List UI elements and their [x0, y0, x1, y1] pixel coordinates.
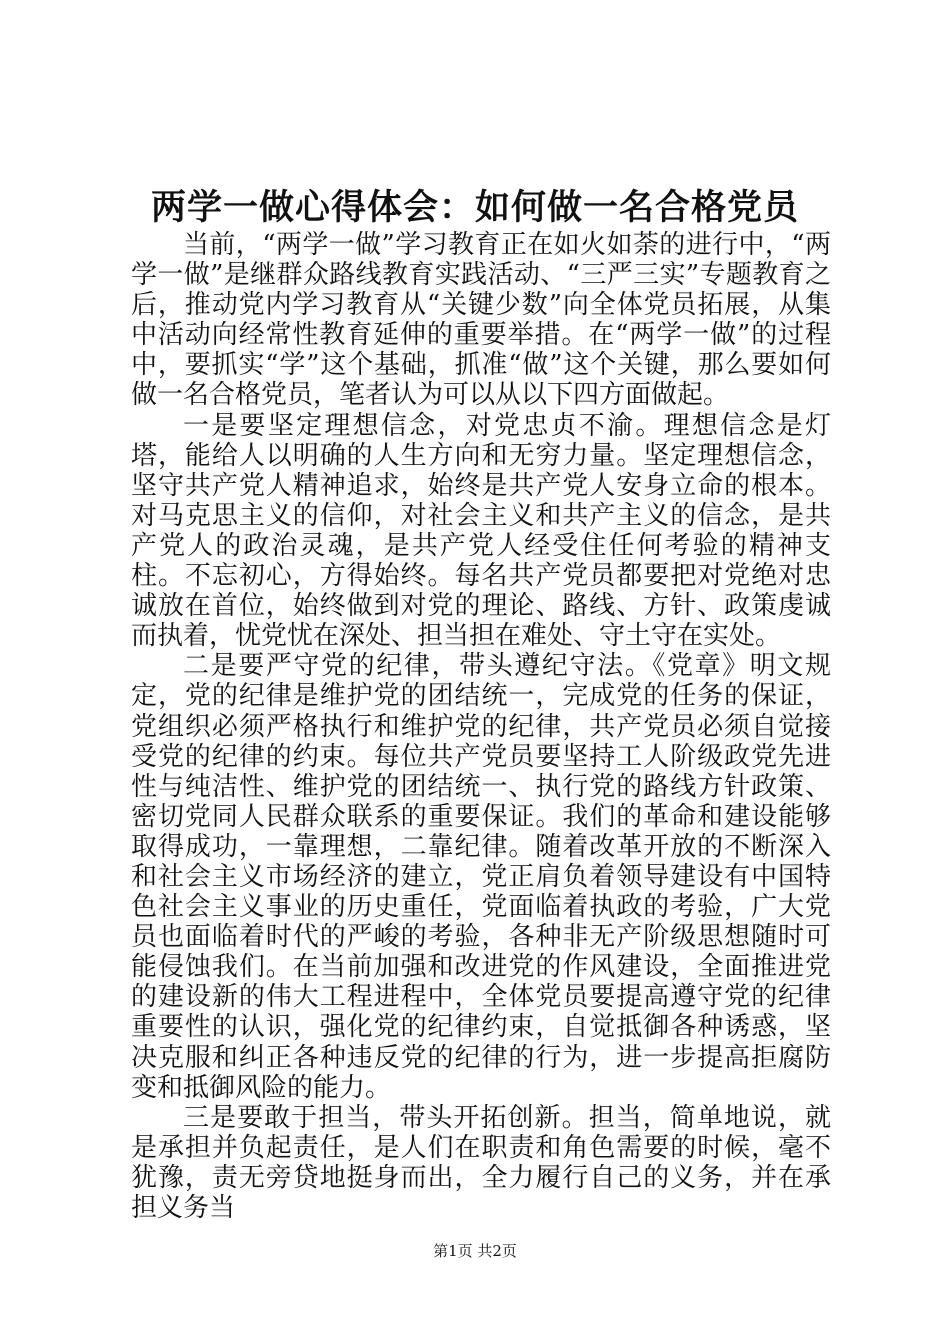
- document-title: 两学一做心得体会：如何做一名合格党员: [150, 187, 799, 228]
- paragraph-point-two: 二是要严守党的纪律，带头遵纪守法。《党章》明文规定，党的纪律是维护党的团结统一，完成党的任务的保证，党组织必须严格执行和维护党的纪律，共产党员必须自觉接受党的纪律的约束。每位共产党员要坚持工人阶级政党先进性与纯洁性、维护党的团结统一、执行党的路线方针政策、密切党同人民群众联系的重要保证。我们的革命和建设能够取得成功，一靠理想，二靠纪律。随着改革开放的不断深入和社会主义市场经济的建立，党正肩负着领导建设有中国特色社会主义事业的历史重任，党面临着执政的考验，广大党员也面临着时代的严峻的考验，各种非无产阶级思想随时可能侵蚀我们。在当前加强和改进党的作风建设，全面推进党的建设新的伟大工程进程中，全体党员要提高遵守党的纪律重要性的认识，强化党的纪律约束，自觉抵御各种诱惑，坚决克服和纠正各种违反党的纪律的行为，进一步提高拒腐防变和抵御风险的能力。: [131, 651, 831, 1103]
- page-number-footer: 第1页 共2页: [433, 1242, 517, 1260]
- paragraph-intro: 当前，“两学一做”学习教育正在如火如荼的进行中，“两学一做”是继群众路线教育实践活动、“三严三实”专题教育之后，推动党内学习教育从“关键少数”向全体党员拓展，从集中活动向经常性教育延伸的重要举措。在“两学一做”的过程中，要抓实“学”这个基础，抓准“做”这个关键，那么要如何做一名合格党员，笔者认为可以从以下四方面做起。: [131, 230, 831, 411]
- document-body: [131, 230, 831, 1223]
- paragraph-point-one: 一是要坚定理想信念，对党忠贞不渝。理想信念是灯塔，能给人以明确的人生方向和无穷力量。坚定理想信念，坚守共产党人精神追求，始终是共产党人安身立命的根本。对马克思主义的信仰，对社会主义和共产主义的信念，是共产党人的政治灵魂，是共产党人经受住任何考验的精神支柱。不忘初心，方得始终。每名共产党员都要把对党绝对忠诚放在首位，始终做到对党的理论、路线、方针、政策虔诚而执着，忧党忧在深处、担当担在难处、守土守在实处。: [131, 410, 831, 652]
- paragraph-point-three: 三是要敢于担当，带头开拓创新。担当，简单地说，就是承担并负起责任，是人们在职责和角色需要的时候，毫不犹豫，责无旁贷地挺身而出，全力履行自己的义务，并在承担义务当: [131, 1102, 831, 1223]
